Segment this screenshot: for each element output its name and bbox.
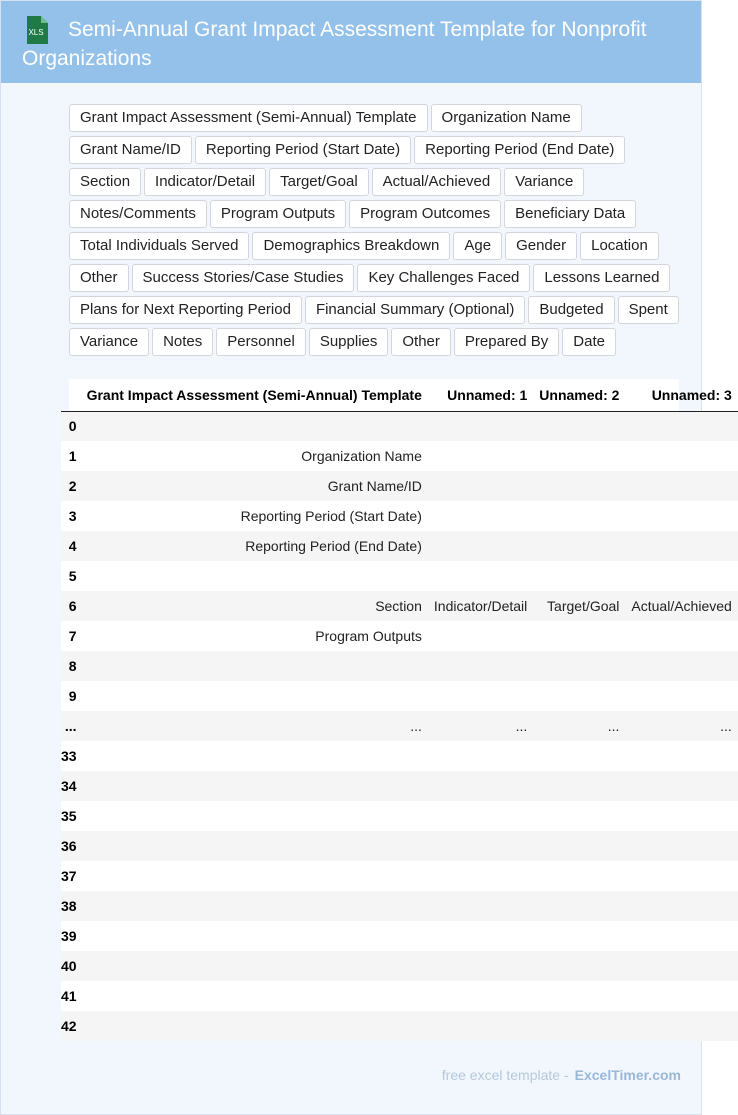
table-row bbox=[61, 531, 738, 561]
table-cell bbox=[533, 771, 625, 801]
tag-chip[interactable]: Lessons Learned bbox=[533, 264, 670, 292]
table-cell: ... bbox=[625, 711, 737, 741]
tag-chip[interactable]: Date bbox=[562, 328, 616, 356]
column-header: Unnamed: 2 bbox=[533, 379, 625, 411]
table-cell bbox=[533, 801, 625, 831]
table-row bbox=[61, 591, 738, 621]
table-row bbox=[61, 561, 738, 591]
tag-chip[interactable]: Demographics Breakdown bbox=[252, 232, 450, 260]
table-cell bbox=[428, 681, 533, 711]
row-index: 34 bbox=[61, 771, 81, 801]
row-index: 40 bbox=[61, 951, 81, 981]
row-index: 6 bbox=[61, 591, 81, 621]
table-cell: ... bbox=[428, 711, 533, 741]
footer-text: free excel template - bbox=[441, 1067, 569, 1083]
table-cell bbox=[533, 681, 625, 711]
table-cell: Section bbox=[81, 591, 428, 621]
table-cell bbox=[428, 801, 533, 831]
tag-chip[interactable]: Section bbox=[69, 168, 141, 196]
row-index: 39 bbox=[61, 921, 81, 951]
table-cell bbox=[428, 861, 533, 891]
row-index: 38 bbox=[61, 891, 81, 921]
table-cell bbox=[81, 411, 428, 441]
row-index: 1 bbox=[61, 441, 81, 471]
table-cell bbox=[533, 981, 625, 1011]
tag-chip[interactable]: Budgeted bbox=[528, 296, 614, 324]
row-index: 8 bbox=[61, 651, 81, 681]
tag-chip[interactable]: Program Outputs bbox=[210, 200, 346, 228]
table-cell bbox=[428, 1011, 533, 1041]
column-header: Unnamed: 1 bbox=[428, 379, 533, 411]
table-cell bbox=[533, 621, 625, 651]
table-cell bbox=[625, 921, 737, 951]
table-cell bbox=[533, 471, 625, 501]
tag-chip[interactable]: Financial Summary (Optional) bbox=[305, 296, 525, 324]
row-index: ... bbox=[61, 711, 81, 741]
table-cell bbox=[625, 681, 737, 711]
table-cell bbox=[625, 471, 737, 501]
tag-chip[interactable]: Other bbox=[69, 264, 129, 292]
table-cell bbox=[81, 771, 428, 801]
table-cell bbox=[533, 651, 625, 681]
table-cell bbox=[625, 951, 737, 981]
table-row bbox=[61, 831, 738, 861]
table-cell bbox=[533, 441, 625, 471]
table-cell bbox=[428, 651, 533, 681]
table-cell: ... bbox=[81, 711, 428, 741]
tag-chip[interactable]: Target/Goal bbox=[269, 168, 369, 196]
table-row bbox=[61, 651, 738, 681]
column-header: Grant Impact Assessment (Semi-Annual) Template bbox=[81, 379, 428, 411]
table-row bbox=[61, 711, 738, 741]
table-cell bbox=[533, 561, 625, 591]
table-cell bbox=[625, 891, 737, 921]
row-index: 36 bbox=[61, 831, 81, 861]
table-cell bbox=[428, 411, 533, 441]
table-cell bbox=[533, 861, 625, 891]
table-cell bbox=[625, 501, 737, 531]
table-cell bbox=[428, 441, 533, 471]
table-cell bbox=[81, 981, 428, 1011]
table-cell bbox=[533, 891, 625, 921]
tag-chip[interactable]: Total Individuals Served bbox=[69, 232, 249, 260]
table-cell bbox=[81, 651, 428, 681]
table-cell bbox=[625, 1011, 737, 1041]
table-cell bbox=[533, 741, 625, 771]
row-index: 4 bbox=[61, 531, 81, 561]
excel-icon-label: XLS bbox=[28, 28, 44, 37]
table-cell bbox=[533, 501, 625, 531]
index-header bbox=[61, 379, 81, 411]
tag-chip[interactable]: Actual/Achieved bbox=[372, 168, 502, 196]
table-cell bbox=[625, 651, 737, 681]
table-cell bbox=[625, 981, 737, 1011]
table-row bbox=[61, 681, 738, 711]
table-cell bbox=[428, 891, 533, 921]
tag-chip[interactable]: Variance bbox=[504, 168, 584, 196]
table-row bbox=[61, 921, 738, 951]
tag-chip[interactable]: Notes bbox=[152, 328, 213, 356]
table-cell bbox=[428, 921, 533, 951]
table-cell: Indicator/Detail bbox=[428, 591, 533, 621]
table-cell bbox=[533, 831, 625, 861]
table-cell bbox=[625, 411, 737, 441]
table-cell bbox=[81, 801, 428, 831]
table-cell bbox=[625, 561, 737, 591]
tag-list bbox=[69, 104, 695, 356]
tag-chip[interactable]: Reporting Period (End Date) bbox=[414, 136, 625, 164]
table-row bbox=[61, 951, 738, 981]
table-cell bbox=[81, 561, 428, 591]
column-header: Unnamed: 3 bbox=[625, 379, 737, 411]
table-row bbox=[61, 801, 738, 831]
table-cell: Program Outputs bbox=[81, 621, 428, 651]
table-cell bbox=[428, 831, 533, 861]
table-row bbox=[61, 771, 738, 801]
table-cell bbox=[428, 981, 533, 1011]
tag-chip[interactable]: Organization Name bbox=[431, 104, 582, 132]
row-index: 5 bbox=[61, 561, 81, 591]
table-cell bbox=[81, 891, 428, 921]
tag-chip[interactable]: Grant Name/ID bbox=[69, 136, 192, 164]
table-cell bbox=[428, 621, 533, 651]
tag-chip[interactable]: Variance bbox=[69, 328, 149, 356]
table-header-row bbox=[61, 379, 738, 411]
table-cell: Target/Goal bbox=[533, 591, 625, 621]
tag-chip[interactable]: Gender bbox=[505, 232, 577, 260]
table-row bbox=[61, 621, 738, 651]
table-cell bbox=[533, 921, 625, 951]
table-cell bbox=[533, 1011, 625, 1041]
footer bbox=[442, 1067, 681, 1083]
table-cell bbox=[625, 741, 737, 771]
tag-chip[interactable]: Key Challenges Faced bbox=[357, 264, 530, 292]
row-index: 35 bbox=[61, 801, 81, 831]
tag-chip[interactable]: Supplies bbox=[309, 328, 389, 356]
page-title: Semi-Annual Grant Impact Assessment Template for Nonprofit Organizations bbox=[22, 18, 647, 70]
tag-chip[interactable]: Beneficiary Data bbox=[504, 200, 636, 228]
table-row bbox=[61, 501, 738, 531]
table-cell bbox=[625, 831, 737, 861]
table-cell bbox=[533, 531, 625, 561]
table-cell bbox=[533, 411, 625, 441]
table-row bbox=[61, 981, 738, 1011]
tag-chip[interactable]: Age bbox=[453, 232, 502, 260]
tag-chip[interactable]: Personnel bbox=[216, 328, 306, 356]
table-cell bbox=[81, 681, 428, 711]
table-cell: Reporting Period (End Date) bbox=[81, 531, 428, 561]
tag-chip[interactable]: Location bbox=[580, 232, 659, 260]
tag-chip[interactable]: Spent bbox=[618, 296, 679, 324]
tag-chip[interactable]: Other bbox=[391, 328, 451, 356]
row-index: 9 bbox=[61, 681, 81, 711]
table-cell bbox=[428, 471, 533, 501]
table-cell bbox=[428, 561, 533, 591]
row-index: 2 bbox=[61, 471, 81, 501]
row-index: 3 bbox=[61, 501, 81, 531]
table-body bbox=[61, 411, 738, 1041]
table-cell: Grant Name/ID bbox=[81, 471, 428, 501]
table-cell: ... bbox=[533, 711, 625, 741]
table-cell bbox=[81, 921, 428, 951]
table-cell: Actual/Achieved bbox=[625, 591, 737, 621]
table-row bbox=[61, 411, 738, 441]
table-cell bbox=[81, 831, 428, 861]
table-cell bbox=[428, 741, 533, 771]
table-cell bbox=[625, 801, 737, 831]
data-table bbox=[61, 379, 738, 1041]
tag-chip[interactable]: Plans for Next Reporting Period bbox=[69, 296, 302, 324]
tag-chip[interactable]: Program Outcomes bbox=[349, 200, 501, 228]
row-index: 41 bbox=[61, 981, 81, 1011]
row-index: 0 bbox=[61, 411, 81, 441]
table-cell bbox=[81, 741, 428, 771]
table-cell bbox=[428, 501, 533, 531]
table-cell bbox=[533, 951, 625, 981]
table-row bbox=[61, 441, 738, 471]
table-row bbox=[61, 891, 738, 921]
row-index: 33 bbox=[61, 741, 81, 771]
tag-chip[interactable]: Notes/Comments bbox=[69, 200, 207, 228]
table-cell bbox=[81, 951, 428, 981]
table-cell bbox=[625, 861, 737, 891]
tag-chip[interactable]: Reporting Period (Start Date) bbox=[195, 136, 411, 164]
tag-chip[interactable]: Prepared By bbox=[454, 328, 559, 356]
table-cell bbox=[625, 621, 737, 651]
row-index: 37 bbox=[61, 861, 81, 891]
table-row bbox=[61, 471, 738, 501]
table-cell bbox=[625, 531, 737, 561]
tag-chip[interactable]: Grant Impact Assessment (Semi-Annual) Template bbox=[69, 104, 428, 132]
table-row bbox=[61, 741, 738, 771]
table-cell: Organization Name bbox=[81, 441, 428, 471]
footer-brand-link[interactable]: ExcelTimer.com bbox=[574, 1067, 681, 1083]
table-cell bbox=[428, 531, 533, 561]
table-cell bbox=[428, 951, 533, 981]
table-cell: Reporting Period (Start Date) bbox=[81, 501, 428, 531]
table-cell bbox=[81, 861, 428, 891]
table-row bbox=[61, 861, 738, 891]
table-cell bbox=[625, 771, 737, 801]
data-table-container bbox=[61, 379, 732, 1041]
tag-chip[interactable]: Success Stories/Case Studies bbox=[132, 264, 355, 292]
row-index: 7 bbox=[61, 621, 81, 651]
table-row bbox=[61, 1011, 738, 1041]
table-cell bbox=[81, 1011, 428, 1041]
tag-chip[interactable]: Indicator/Detail bbox=[144, 168, 266, 196]
table-cell bbox=[625, 441, 737, 471]
row-index: 42 bbox=[61, 1011, 81, 1041]
header-banner bbox=[1, 1, 701, 83]
table-cell bbox=[428, 771, 533, 801]
